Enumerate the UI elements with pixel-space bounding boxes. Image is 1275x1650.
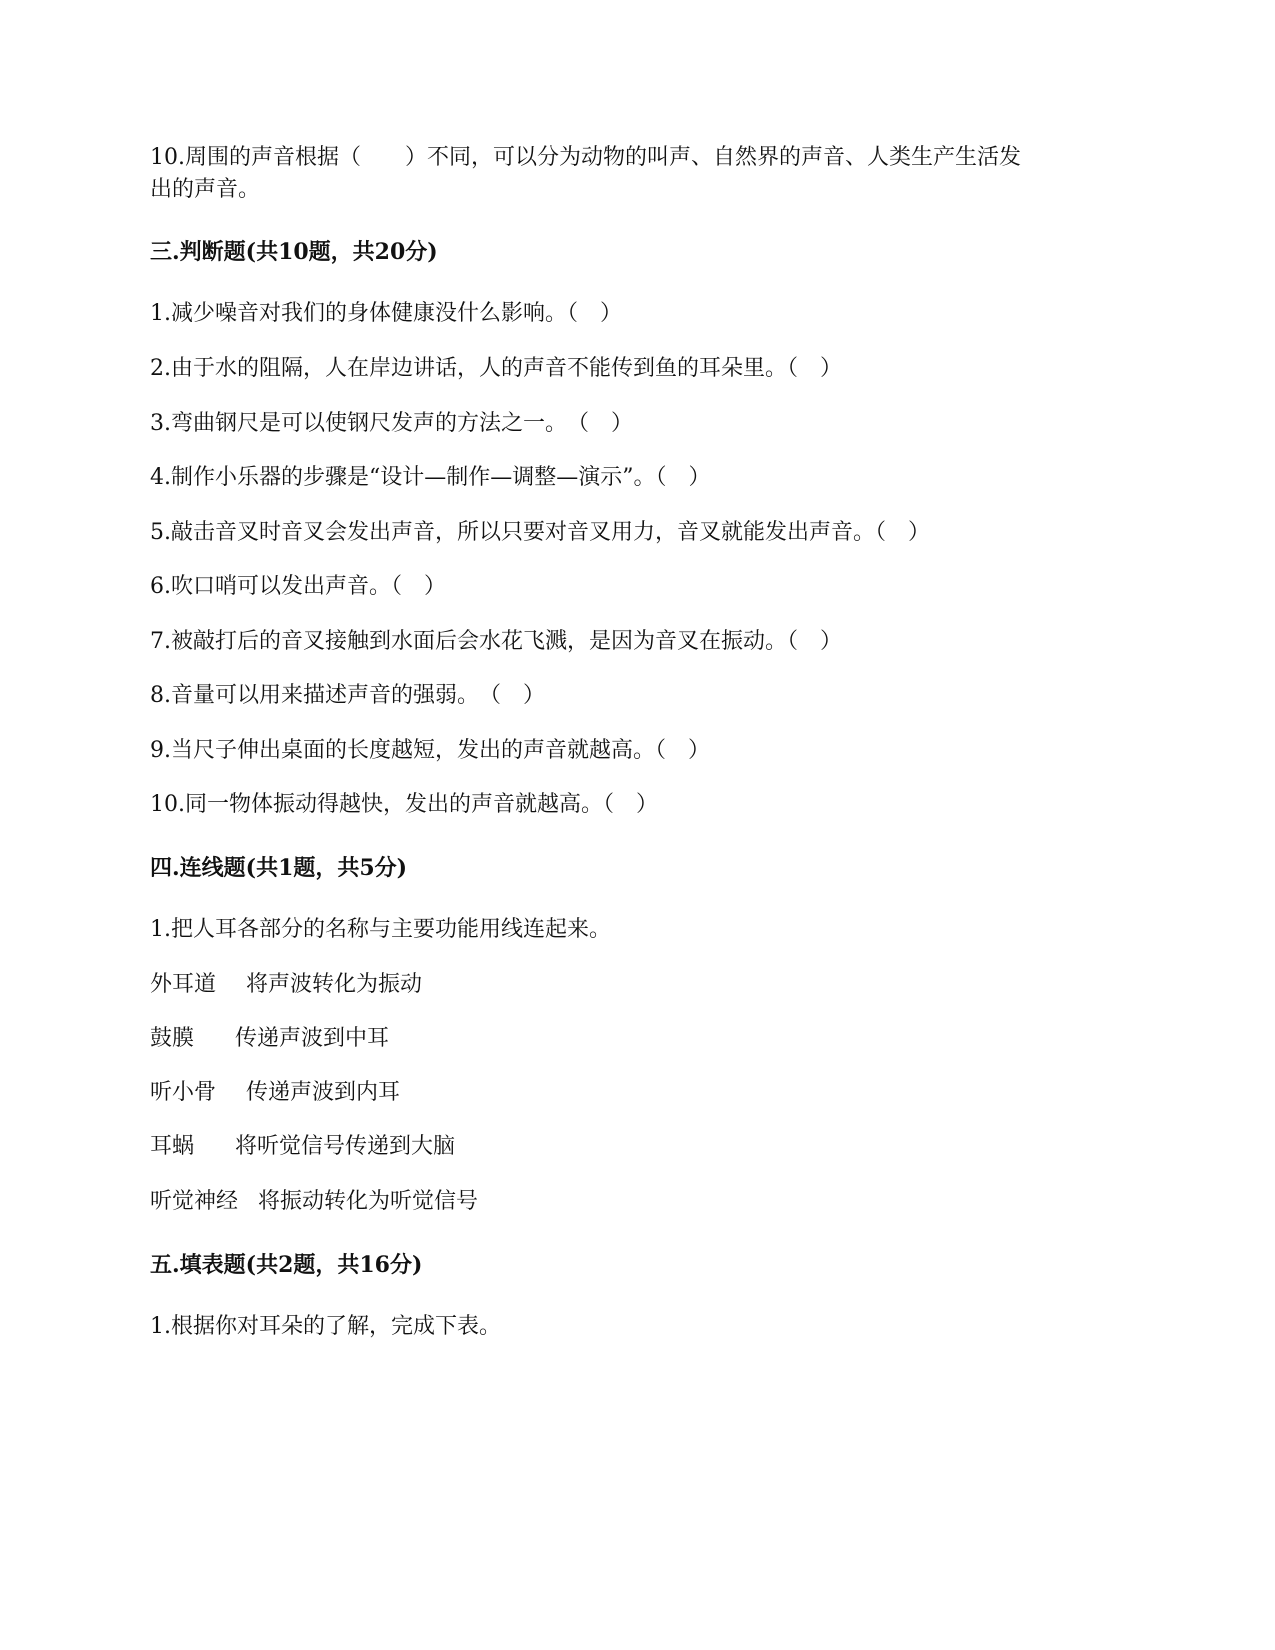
judgement-item: 8.音量可以用来描述声音的强弱。 （ ） bbox=[150, 683, 545, 708]
judgement-item: 10.同一物体振动得越快，发出的声音就越高。（ ） bbox=[150, 792, 658, 817]
ear-function-label: 将听觉信号传递到大脑 bbox=[235, 1134, 456, 1159]
ear-part-label: 鼓膜 bbox=[150, 1026, 195, 1051]
matching-instruction: 1.把人耳各部分的名称与主要功能用线连起来。 bbox=[150, 917, 611, 942]
judgement-item: 7.被敲打后的音叉接触到水面后会水花飞溅，是因为音叉在振动。（ ） bbox=[150, 629, 842, 654]
judgement-item: 6.吹口哨可以发出声音。（ ） bbox=[150, 574, 446, 599]
table-question-1: 1.根据你对耳朵的了解，完成下表。 bbox=[150, 1314, 501, 1339]
ear-part-label: 听觉神经 bbox=[150, 1189, 239, 1214]
ear-part-label: 听小骨 bbox=[150, 1080, 217, 1105]
matching-row bbox=[150, 1131, 456, 1163]
question-10-line-2: 出的声音。 bbox=[150, 177, 261, 202]
judgement-item: 5.敲击音叉时音叉会发出声音，所以只要对音叉用力，音叉就能发出声音。（ ） bbox=[150, 520, 930, 545]
question-10-line-1: 10.周围的声音根据（ ）不同，可以分为动物的叫声、自然界的声音、人类生产生活发 bbox=[150, 145, 1021, 170]
matching-row bbox=[150, 1023, 390, 1055]
ear-part-label: 耳蜗 bbox=[150, 1134, 195, 1159]
ear-function-label: 将振动转化为听觉信号 bbox=[258, 1189, 479, 1214]
matching-row bbox=[150, 1186, 479, 1218]
judgement-item: 4.制作小乐器的步骤是“设计—制作—调整—演示”。（ ） bbox=[150, 465, 711, 490]
section-table-heading: 五.填表题(共2题，共16分) bbox=[150, 1252, 423, 1278]
matching-row bbox=[150, 1077, 401, 1109]
ear-function-label: 将声波转化为振动 bbox=[246, 972, 423, 997]
section-judgement-heading: 三.判断题(共10题，共20分) bbox=[150, 239, 438, 265]
judgement-item: 9.当尺子伸出桌面的长度越短，发出的声音就越高。（ ） bbox=[150, 738, 710, 763]
ear-function-label: 传递声波到中耳 bbox=[235, 1026, 390, 1051]
judgement-item: 3.弯曲钢尺是可以使钢尺发声的方法之一。 （ ） bbox=[150, 411, 633, 436]
judgement-item: 2.由于水的阻隔，人在岸边讲话，人的声音不能传到鱼的耳朵里。（ ） bbox=[150, 356, 842, 381]
ear-part-label: 外耳道 bbox=[150, 972, 217, 997]
section-matching-heading: 四.连线题(共1题，共5分) bbox=[150, 855, 408, 881]
ear-function-label: 传递声波到内耳 bbox=[246, 1080, 401, 1105]
judgement-item: 1.减少噪音对我们的身体健康没什么影响。（ ） bbox=[150, 301, 622, 326]
matching-row bbox=[150, 969, 423, 1001]
